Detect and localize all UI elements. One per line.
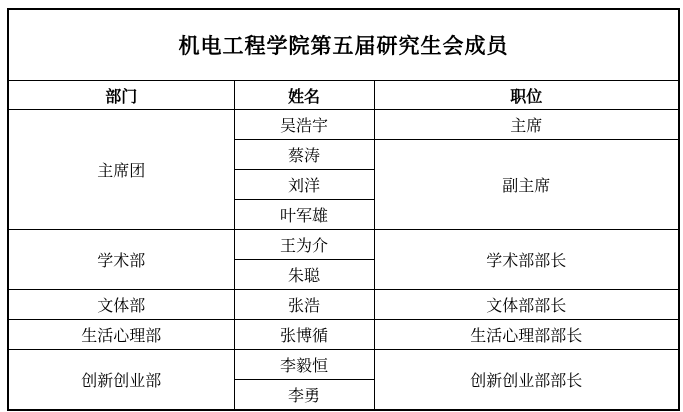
table-row (8, 290, 679, 320)
cell-name: 吴浩宇 (234, 110, 374, 140)
header-row (8, 81, 679, 110)
cell-position: 创新创业部部长 (374, 350, 679, 411)
table-row (8, 230, 679, 260)
cell-name: 蔡涛 (234, 140, 374, 170)
members-table (7, 8, 680, 411)
cell-department: 主席团 (8, 110, 234, 230)
cell-department: 学术部 (8, 230, 234, 290)
cell-name: 张博循 (234, 320, 374, 350)
cell-department: 文体部 (8, 290, 234, 320)
title-row (8, 9, 679, 81)
column-header-position: 职位 (374, 81, 679, 110)
cell-name: 叶军雄 (234, 200, 374, 230)
cell-position: 文体部部长 (374, 290, 679, 320)
cell-position: 学术部部长 (374, 230, 679, 290)
column-header-department: 部门 (8, 81, 234, 110)
cell-name: 王为介 (234, 230, 374, 260)
cell-name: 李毅恒 (234, 350, 374, 380)
cell-name: 张浩 (234, 290, 374, 320)
table-row (8, 350, 679, 380)
cell-name: 李勇 (234, 380, 374, 411)
column-header-name: 姓名 (234, 81, 374, 110)
table-row (8, 110, 679, 140)
cell-position: 生活心理部部长 (374, 320, 679, 350)
cell-name: 刘洋 (234, 170, 374, 200)
cell-name: 朱聪 (234, 260, 374, 290)
cell-position: 主席 (374, 110, 679, 140)
table-row (8, 320, 679, 350)
table-title: 机电工程学院第五届研究生会成员 (8, 9, 679, 81)
cell-department: 创新创业部 (8, 350, 234, 411)
cell-position: 副主席 (374, 140, 679, 230)
cell-department: 生活心理部 (8, 320, 234, 350)
